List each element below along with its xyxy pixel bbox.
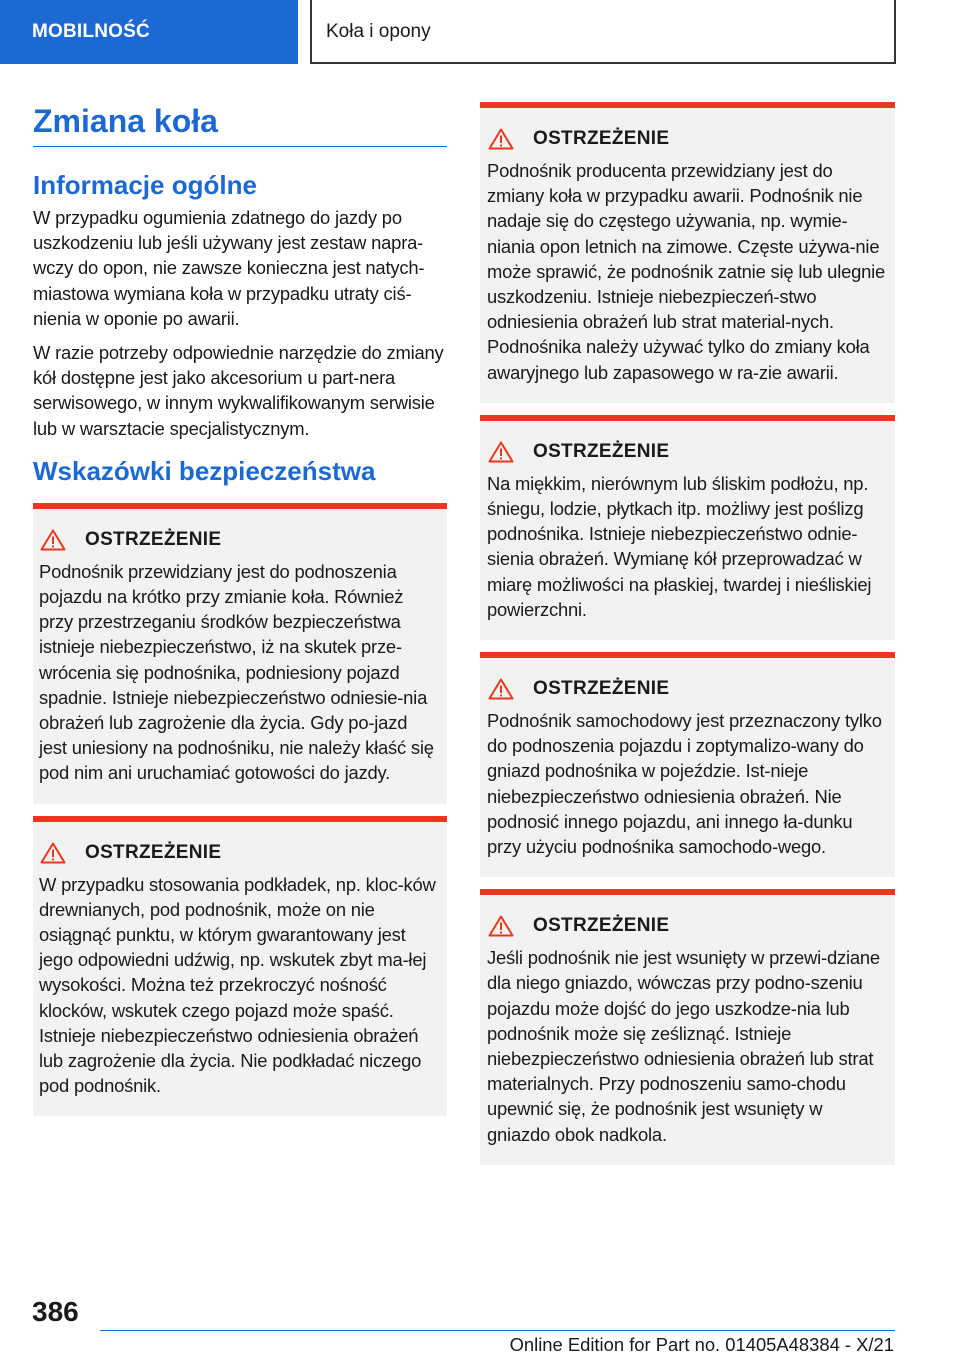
warning-triangle-icon: [488, 128, 514, 150]
general-info-paragraph: W razie potrzeby odpowiednie narzędzie do zmiany kół dostępne jest jako akcesorium u part-nera serwisowego, w innym wykwalifikowanym serwisie lub w warsztacie specjalistycznym.: [33, 342, 444, 439]
warning-title: OSTRZEŻENIE: [533, 440, 670, 462]
warning-title: OSTRZEŻENIE: [85, 528, 222, 550]
warning-box: [33, 503, 447, 804]
warning-triangle-icon: [40, 529, 66, 551]
edition-footer: Online Edition for Part no. 01405A48384 - X/21: [509, 1334, 894, 1355]
warning-text: Jeśli podnośnik nie jest wsunięty w przewi-dziane dla niego gniazdo, wówczas przy podno-szeniu pojazdu może dojść do jego uszkodze-nia lub podnośnik może się ześliznąć. Istnieje niebezpieczeństwo odniesienia obrażeń lub strat materialnych. Przy podnoszeniu samo-chodu upewnić się, że podnośnik jest wsunięty w gniazdo obok nadkola.: [487, 947, 880, 1145]
section-tab: MOBILNOŚĆ: [0, 0, 298, 64]
warning-title: OSTRZEŻENIE: [533, 915, 670, 937]
warning-text: Podnośnik samochodowy jest przeznaczony tylko do podnoszenia pojazdu i zoptymalizo-wany do gniazd podnośnika w pojeździe. Ist-nieje niebezpieczeństwo odniesienia obrażeń. Nie podnosić innego pojazdu, ani innego ła-dunku przy użyciu podnośnika samochodo-wego.: [487, 710, 882, 858]
warning-triangle-icon: [488, 915, 514, 937]
warning-header: [487, 915, 887, 937]
right-column: [480, 102, 895, 1177]
warning-triangle-icon: [488, 678, 514, 700]
page-title: Zmiana koła: [33, 100, 447, 147]
general-info-heading: Informacje ogólne: [33, 170, 257, 200]
safety-heading: Wskazówki bezpieczeństwa: [33, 455, 376, 486]
warning-text: Podnośnik przewidziany jest do podnoszenia pojazdu na krótko przy zmianie koła. Również przy przestrzeganiu środków bezpieczeństwa istnieje niebezpieczeństwo, iż na skutek prze-wrócenia się podnośnika, podniesiony pojazd spadnie. Istnieje niebezpieczeństwo odniesie-nia obrażeń lub zagrożenie dla życia. Gdy po-jazd jest uniesiony na podnośniku, nie należy kłaść się pod nim ani uruchamiać gotowości do jazdy.: [39, 560, 434, 784]
page-number: 386: [32, 1296, 79, 1327]
warning-header: [487, 678, 887, 700]
left-column: [33, 100, 447, 1128]
warning-header: [487, 441, 887, 463]
chapter-title: Koła i opony: [312, 0, 896, 64]
footer-divider: [100, 1330, 895, 1331]
warning-box: [33, 816, 447, 1117]
warning-triangle-icon: [40, 842, 66, 864]
warning-header: [39, 842, 439, 864]
warning-box: [480, 415, 895, 640]
warning-text: Na miękkim, nierównym lub śliskim podłożu, np. śniegu, lodzie, płytkach itp. możliwy jest poślizg podnośnika. Istnieje niebezpieczeństwo odnie-sienia obrażeń. Wymianę kół przeprowadzać w miarę możliwości na płaskiej, twardej i nieśliskiej powierzchni.: [487, 472, 872, 620]
warning-title: OSTRZEŻENIE: [533, 128, 670, 149]
warning-title: OSTRZEŻENIE: [533, 678, 670, 700]
warning-text: W przypadku stosowania podkładek, np. kloc-ków drewnianych, pod podnośnik, może on nie osiągnąć punktu, w którym gwarantowany jest jego odpowiedni udźwig, np. wskutek zbyt ma-łej wysokości. Można też przekroczyć nośność klocków, wskutek czego pojazd może spaść. Istnieje niebezpieczeństwo odniesienia obrażeń lub zagrożenie dla życia. Nie podkładać niczego pod podnośnik.: [39, 873, 436, 1097]
general-info-paragraph: W przypadku ogumienia zdatnego do jazdy po uszkodzeniu lub jeśli używany jest zestaw napra-wczy do opon, nie zawsze konieczna jest natych-miastowa wymiana koła w przypadku utraty ciś-nienia w oponie po awarii.: [33, 207, 425, 329]
warning-box: [480, 652, 895, 877]
warning-triangle-icon: [488, 441, 514, 463]
warning-header: [487, 128, 887, 150]
warning-box: [480, 889, 895, 1165]
warning-title: OSTRZEŻENIE: [85, 841, 222, 863]
warning-box: [480, 102, 895, 403]
warning-header: [39, 529, 439, 551]
warning-text: Podnośnik producenta przewidziany jest do zmiany koła w przypadku awarii. Podnośnik nie nadaje się do częstego używania, np. wymie-niania opon letnich na zimowe. Częste używa-nie może sprawić, że podnośnik zatnie się lub ulegnie uszkodzeniu. Istnieje niebezpieczeń-stwo odniesienia obrażeń lub strat material-nych. Podnośnika należy używać tylko do zmiany koła awaryjnego lub zapasowego w ra-zie awarii.: [487, 160, 886, 383]
